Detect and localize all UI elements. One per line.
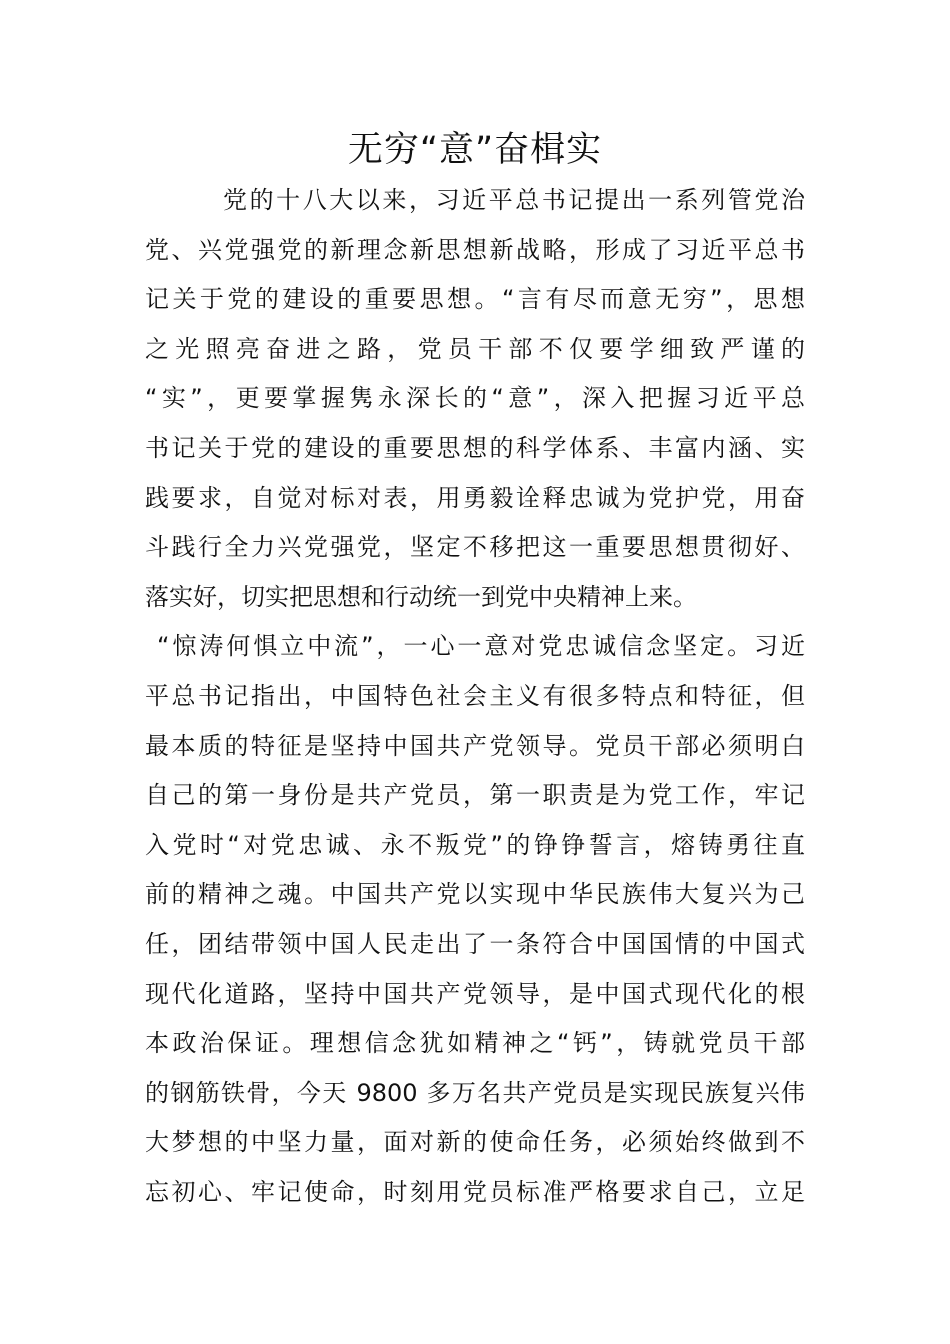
paragraph-line: 前的精神之魂。中国共产党以实现中华民族伟大复兴为己 (145, 880, 805, 909)
paragraph-line: 党、兴党强党的新理念新思想新战略，形成了习近平总书 (145, 235, 805, 264)
paragraph-line: “实”，更要掌握隽永深长的“意”，深入把握习近平总 (145, 384, 805, 413)
paragraph-line: 党的十八大以来，习近平总书记提出一系列管党治 (223, 186, 805, 214)
document-body (145, 176, 805, 1217)
paragraph-line: “惊涛何惧立中流”，一心一意对党忠诚信念坚定。习近 (157, 632, 805, 661)
paragraph-line: 书记关于党的建设的重要思想的科学体系、丰富内涵、实 (145, 433, 805, 462)
paragraph-line: 现代化道路，坚持中国共产党领导，是中国式现代化的根 (145, 979, 805, 1008)
paragraph-line: 记关于党的建设的重要思想。“言有尽而意无穷”，思想 (145, 285, 805, 314)
document-title: 无穷“意”奋楫实 (347, 130, 603, 170)
paragraph-line: 大梦想的中坚力量，面对新的使命任务，必须始终做到不 (145, 1128, 805, 1157)
paragraph-line: 本政治保证。理想信念犹如精神之“钙”，铸就党员干部 (145, 1029, 805, 1058)
paragraph-line: 落实好，切实把思想和行动统一到党中央精神上来。 (145, 582, 697, 611)
paragraph-line: 平总书记指出，中国特色社会主义有很多特点和特征，但 (145, 681, 805, 710)
paragraph-line: 忘初心、牢记使命，时刻用党员标准严格要求自己，立足 (145, 1177, 805, 1206)
paragraph-line: 最本质的特征是坚持中国共产党领导。党员干部必须明白 (145, 731, 805, 760)
paragraph-line: 任，团结带领中国人民走出了一条符合中国国情的中国式 (145, 929, 805, 958)
paragraph-line: 入党时“对党忠诚、永不叛党”的铮铮誓言，熔铸勇往直 (145, 830, 805, 859)
paragraph-line: 之光照亮奋进之路，党员干部不仅要学细致严谨的 (145, 334, 805, 363)
paragraph-line: 的钢筋铁骨，今天 9800 多万名共产党员是实现民族复兴伟 (145, 1078, 805, 1107)
paragraph-line: 自己的第一身份是共产党员，第一职责是为党工作，牢记 (145, 781, 805, 810)
paragraph-line: 践要求，自觉对标对表，用勇毅诠释忠诚为党护党，用奋 (145, 483, 805, 512)
paragraph-line: 斗践行全力兴党强党，坚定不移把这一重要思想贯彻好、 (145, 533, 805, 562)
